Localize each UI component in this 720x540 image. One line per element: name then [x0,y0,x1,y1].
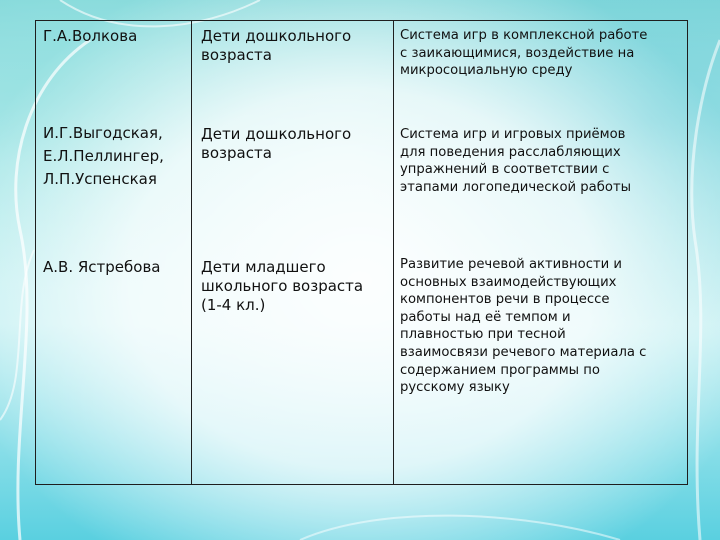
cell-author: И.Г.Выгодская, Е.Л.Пеллингер, Л.П.Успенская [43,124,164,188]
cell-method: Система игр и игровых приёмов для поведения расслабляющих упражнений в соответствии с этапами логопедической работы [400,127,632,195]
swirl-bottom [300,516,620,540]
swirl-left-2 [0,250,34,420]
cell-age-group: Дети дошкольного возраста [201,125,352,162]
swirl-right [692,40,720,540]
methods-table [35,20,688,485]
cell-age-group: Дети младшего школьного возраста (1-4 кл.) [201,258,364,314]
column-divider [191,21,192,484]
cell-method: Система игр в комплексной работе с заикающимися, воздействие на микросоциальную среду [400,28,648,79]
cell-author: А.В. Ястребова [43,258,161,276]
column-divider [393,21,394,484]
cell-method: Развитие речевой активности и основных взаимодействующих компонентов речи в процессе работы над её темпом и плавностью при тесной взаимосвязи речевого материала с содержанием программы по русскому языку [400,257,647,396]
cell-author: Г.А.Волкова [43,27,138,45]
cell-age-group: Дети дошкольного возраста [201,27,352,64]
